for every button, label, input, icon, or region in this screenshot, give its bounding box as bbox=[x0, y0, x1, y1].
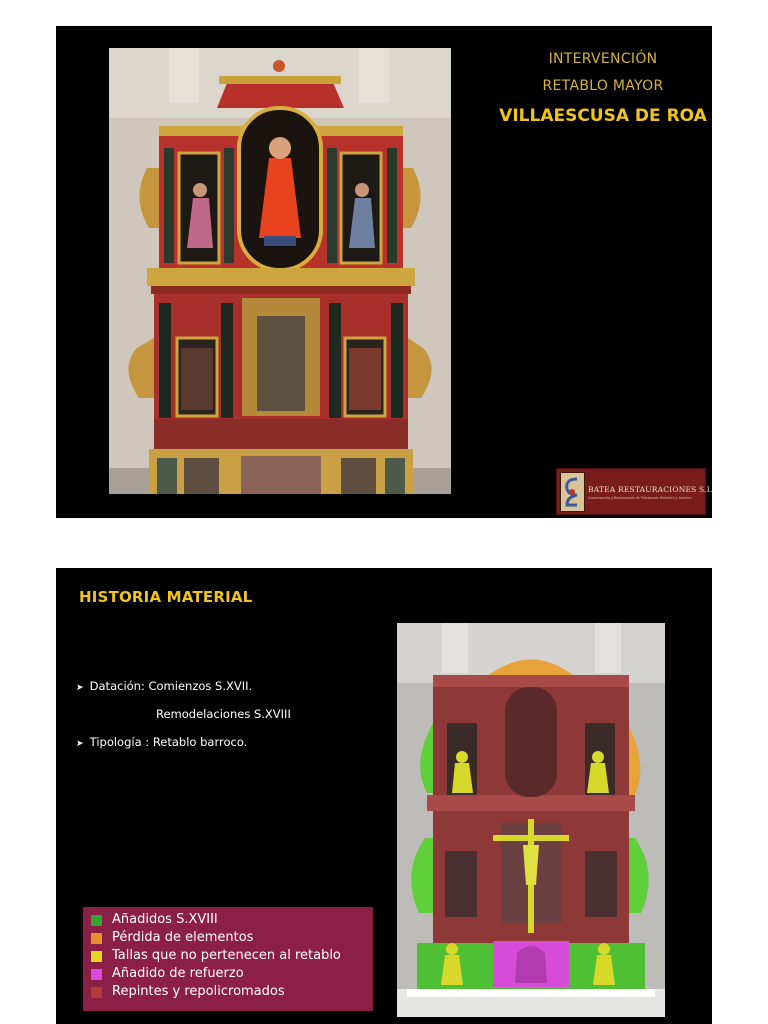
bullet-remodelaciones bbox=[156, 707, 291, 721]
legend-label: Repintes y repolicromados bbox=[112, 984, 285, 999]
title-intervencion: INTERVENCIÓN bbox=[548, 51, 658, 67]
altarpiece-photo bbox=[109, 48, 451, 494]
title-location: VILLAESCUSA DE ROA bbox=[499, 106, 707, 126]
slide-historia-material bbox=[56, 568, 712, 1024]
legend-label: Tallas que no pertenecen al retablo bbox=[112, 948, 341, 963]
bullet-arrow-icon: ➤ bbox=[76, 739, 84, 749]
legend-label: Pérdida de elementos bbox=[112, 930, 254, 945]
legend-swatch bbox=[91, 969, 102, 980]
bullet-text: Datación: Comienzos S.XVII. bbox=[89, 679, 253, 693]
bullet-datacion bbox=[76, 679, 252, 693]
logo-company-subtitle: Conservación y Restauración de Patrimonio Histórico y Artístico bbox=[588, 496, 693, 500]
bullet-text: Remodelaciones S.XVIII bbox=[156, 707, 291, 721]
legend-label: Añadido de refuerzo bbox=[112, 966, 244, 981]
batea-logo bbox=[556, 468, 715, 515]
legend-swatch bbox=[91, 933, 102, 944]
annotated-altarpiece-photo bbox=[397, 623, 665, 1017]
color-legend bbox=[83, 907, 373, 1011]
bullet-text: Tipología : Retablo barroco. bbox=[89, 735, 248, 749]
logo-company-name: BATEA RESTAURACIONES S.L. bbox=[588, 485, 715, 494]
bullet-arrow-icon: ➤ bbox=[76, 683, 84, 693]
logo-emblem-icon bbox=[560, 472, 585, 512]
legend-swatch bbox=[91, 987, 102, 998]
slide-heading: HISTORIA MATERIAL bbox=[79, 588, 253, 606]
slide-intervencion bbox=[56, 26, 715, 518]
legend-label: Añadidos S.XVIII bbox=[112, 912, 218, 927]
legend-swatch bbox=[91, 951, 102, 962]
title-retablo-mayor: RETABLO MAYOR bbox=[542, 78, 664, 94]
bullet-tipologia bbox=[76, 735, 247, 749]
legend-swatch bbox=[91, 915, 102, 926]
